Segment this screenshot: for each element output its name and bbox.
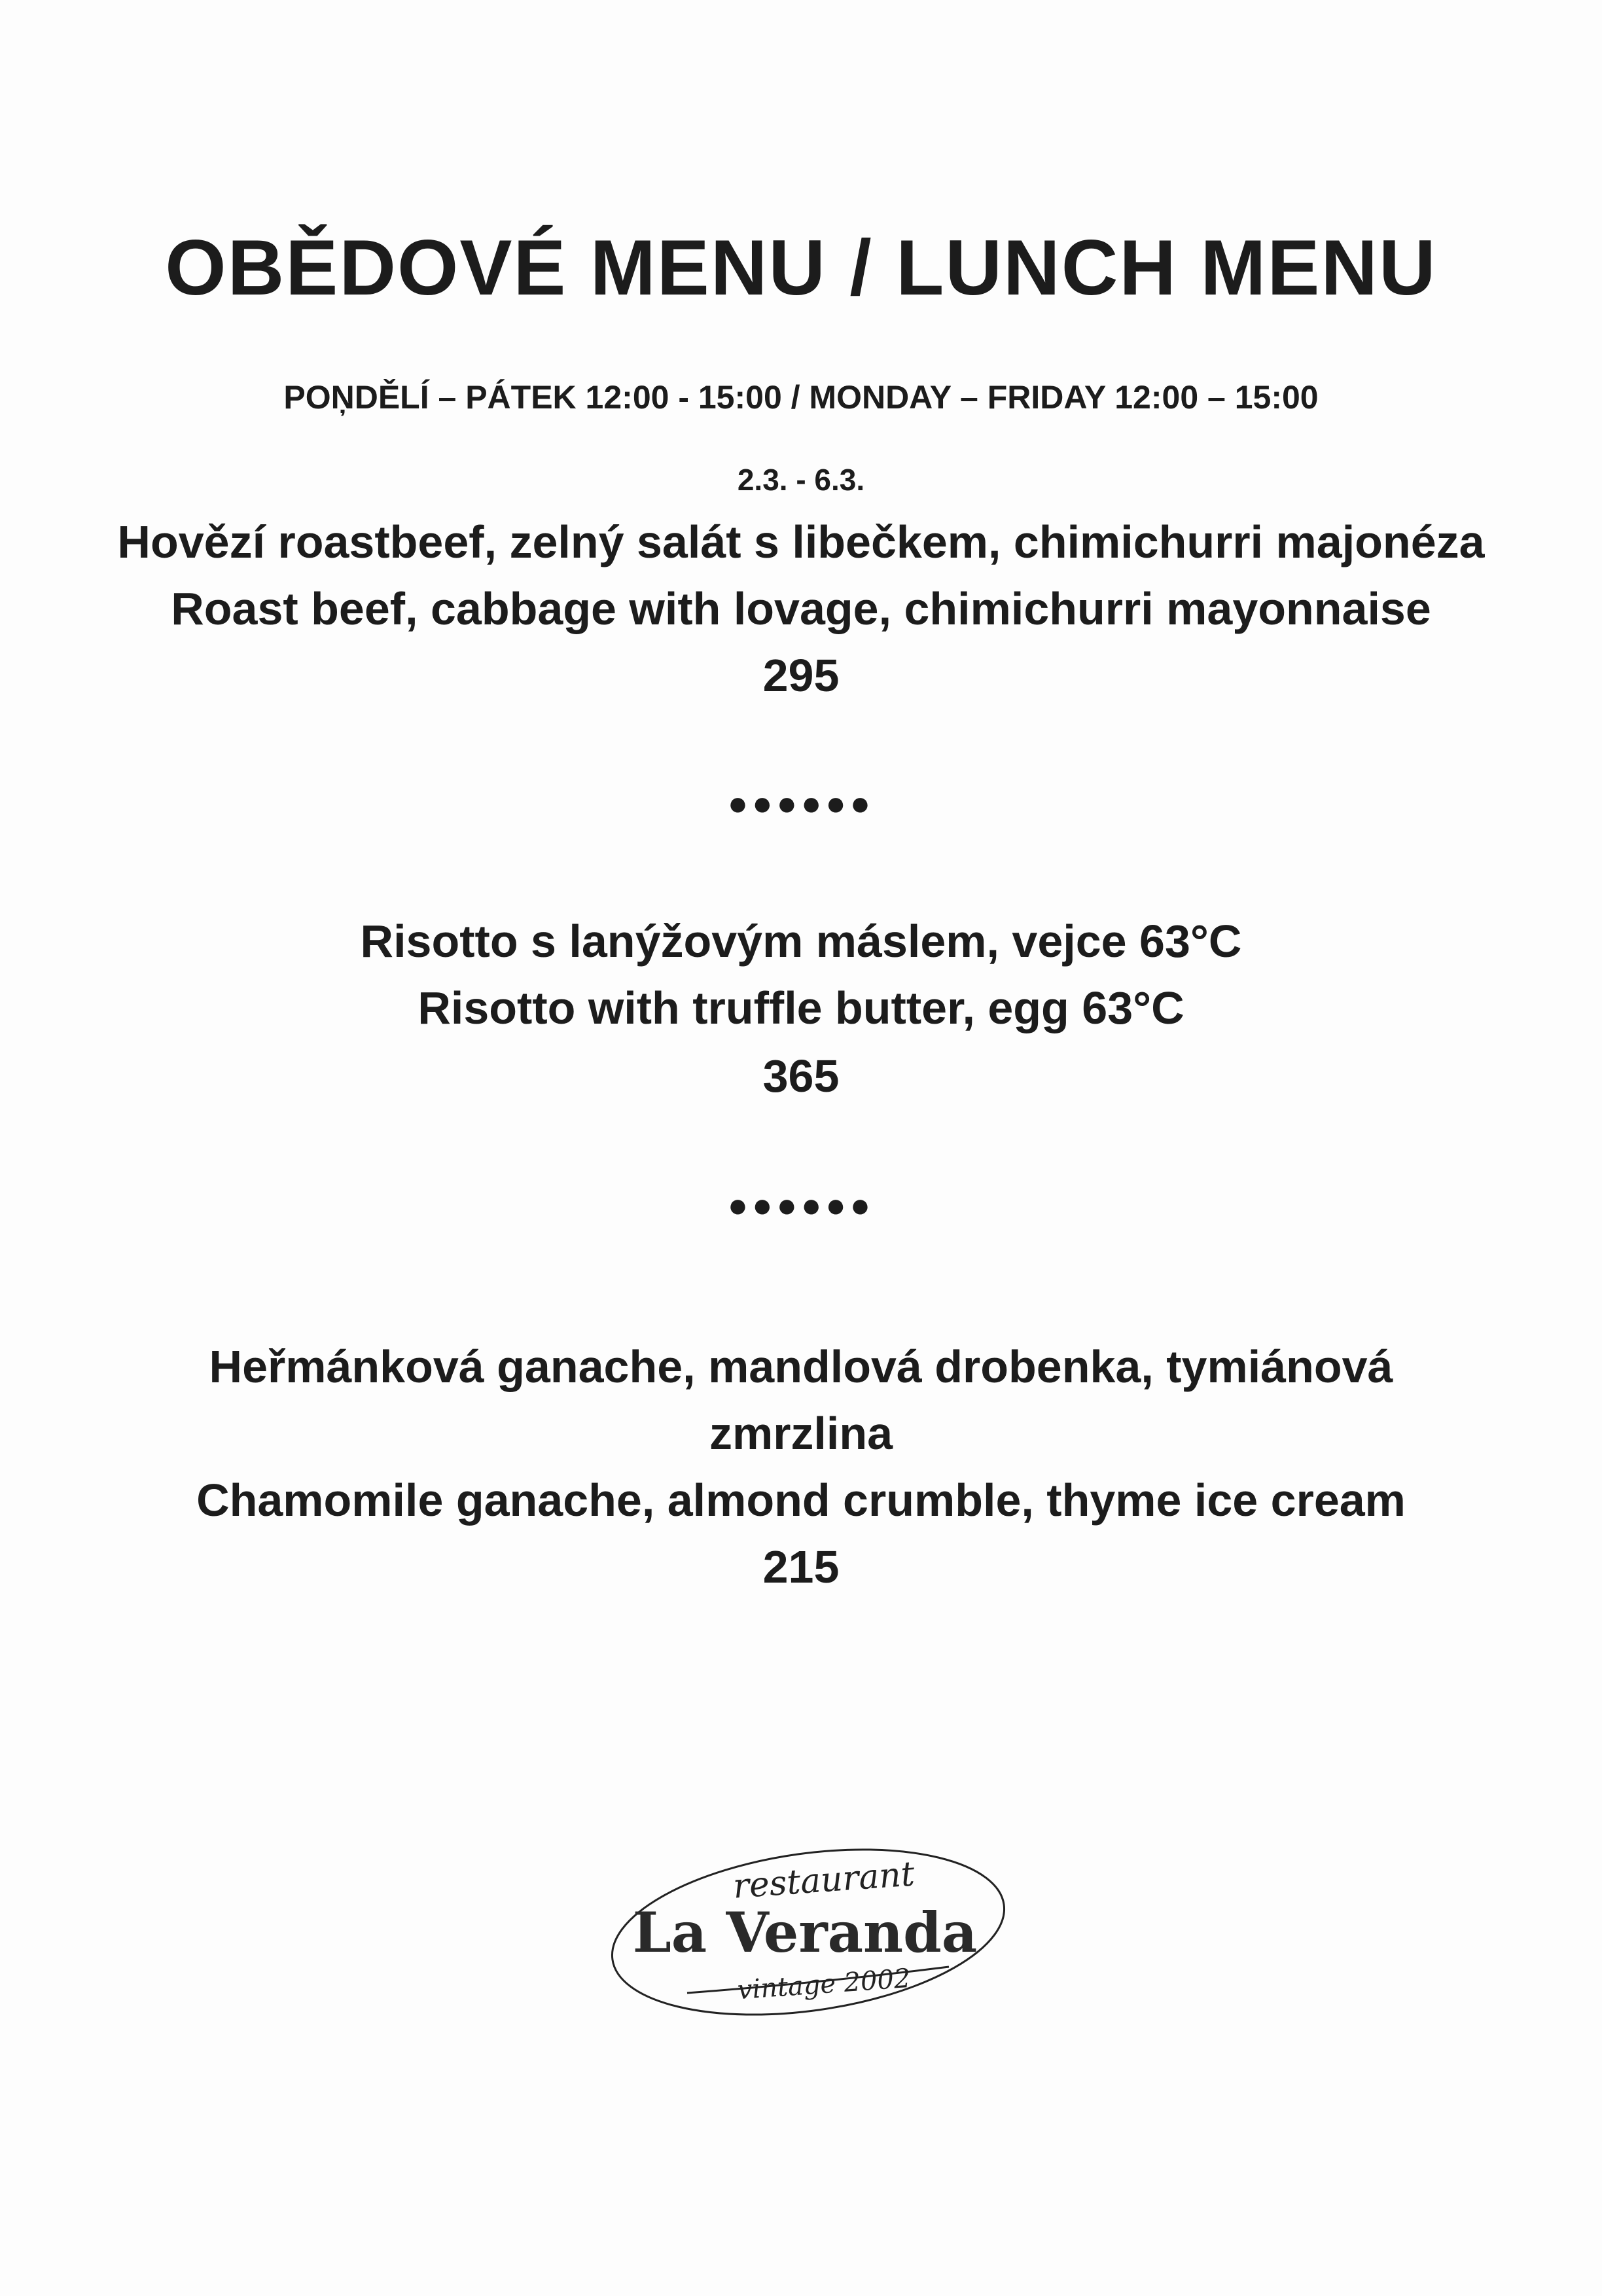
dish-3-english: Chamomile ganache, almond crumble, thyme ice cream (196, 1475, 1406, 1526)
logo-restaurant-text: restaurant (732, 1854, 916, 1907)
dish-1-english: Roast beef, cabbage with lovage, chimichurri mayonnaise (171, 583, 1431, 634)
separator-2: ●●●●●● (727, 1187, 875, 1225)
opening-hours: POŅDĚLÍ – PÁTEK 12:00 - 15:00 / MONDAY – FRIDAY 12:00 – 15:00 (283, 379, 1319, 416)
dish-2-english: Risotto with truffle butter, egg 63°C (418, 982, 1184, 1033)
logo-name-text: La Veranda (632, 1900, 978, 1965)
dish-2-price: 365 (762, 1050, 840, 1102)
dish-1-price: 295 (762, 650, 840, 701)
separator-1: ●●●●●● (727, 785, 875, 823)
dish-3-price: 215 (762, 1541, 840, 1592)
dish-3-czech-line1: Heřmánková ganache, mandlová drobenka, tymiánová (209, 1341, 1393, 1392)
menu-dates: 2.3. - 6.3. (737, 463, 865, 497)
dish-2-czech: Risotto s lanýžovým máslem, vejce 63°C (360, 916, 1242, 967)
dish-3-czech-line2: zmrzlina (709, 1408, 893, 1459)
dish-1-czech: Hovězí roastbeef, zelný salát s libečkem, chimichurri majonéza (117, 516, 1485, 567)
page-title: OBĚDOVÉ MENU / LUNCH MENU (165, 224, 1437, 312)
restaurant-logo (609, 1833, 1014, 2029)
logo-vintage-text: vintage 2002 (736, 1963, 912, 2006)
